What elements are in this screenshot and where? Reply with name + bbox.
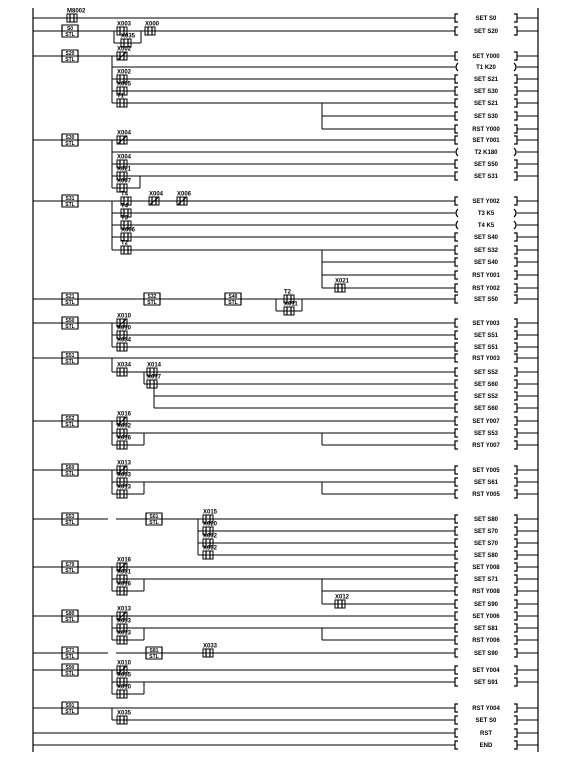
stl-tag: STL (65, 57, 75, 63)
output-label: SET S20 (473, 29, 499, 36)
stl-tag: STL (65, 520, 75, 526)
stl-label: S50 (65, 318, 75, 324)
wires (33, 18, 455, 745)
stl-label: S53 (65, 514, 75, 520)
output-instruction (455, 271, 538, 279)
stl-tag: STL (65, 654, 75, 660)
contact-label: X016 (117, 557, 132, 564)
no-contact-x035 (117, 711, 132, 725)
output-label: SET S53 (473, 431, 499, 438)
output-label: T2 K180 (474, 150, 498, 157)
output-instruction (455, 551, 538, 559)
contact-label: X016 (117, 581, 132, 588)
no-contact-x013 (117, 631, 132, 645)
no-contact-x016 (117, 436, 132, 450)
contact-label: X004 (149, 191, 164, 198)
output-label: RST Y001 (472, 273, 500, 280)
contact-label: X010 (117, 660, 132, 667)
output-instruction (455, 392, 538, 400)
output-instruction (455, 343, 538, 351)
output-label: SET Y007 (472, 419, 500, 426)
output-label: RST Y003 (472, 356, 500, 363)
output-label: SET S21 (473, 77, 499, 84)
contact-label: X013 (117, 484, 132, 491)
output-label: SET S31 (473, 174, 499, 181)
stl-tag: STL (65, 324, 75, 330)
output-label: SET S70 (473, 529, 499, 536)
stl-tag: STL (149, 520, 159, 526)
output-label: SET S80 (473, 517, 499, 524)
output-label: END (479, 743, 493, 750)
output-label: SET Y000 (472, 54, 500, 61)
contact-label: T4 (121, 191, 129, 198)
no-contact-x033 (203, 644, 218, 658)
output-label: SET Y005 (472, 468, 500, 475)
output-label: SET Y008 (472, 565, 500, 572)
output-instruction (455, 380, 538, 388)
contact-label: X013 (117, 606, 132, 613)
nc-contact-x002 (117, 47, 132, 61)
contact-label: T2 (121, 240, 129, 247)
contact-label: T3 (121, 215, 129, 222)
contact-label: X015 (203, 509, 218, 516)
output-instruction (455, 716, 538, 724)
output-label: SET S0 (475, 16, 497, 23)
output-instruction (455, 478, 538, 486)
contact-label: X010 (117, 684, 132, 691)
output-label: SET S50 (473, 162, 499, 169)
output-label: SET S50 (473, 297, 499, 304)
stl-tag: STL (65, 671, 75, 677)
no-contact-x021 (335, 279, 350, 293)
contact-label: X016 (117, 411, 132, 418)
contact-label: X002 (117, 69, 132, 76)
no-contact-x012 (335, 595, 350, 609)
contact-label: X010 (117, 325, 132, 332)
output-instruction (455, 729, 538, 737)
no-contact-x000 (145, 22, 160, 36)
output-instruction (455, 515, 538, 523)
stl-label: S30 (65, 135, 75, 141)
timer-coil (456, 63, 538, 71)
output-label: SET S32 (473, 248, 499, 255)
output-instruction (455, 575, 538, 583)
output-instruction (455, 319, 538, 327)
output-label: SET S52 (473, 370, 499, 377)
output-label: RST Y005 (472, 492, 500, 499)
contact-label: X005 (117, 81, 132, 88)
output-instruction (455, 136, 538, 144)
contacts (62, 9, 350, 725)
output-label: SET S40 (473, 260, 499, 267)
output-label: SET S90 (473, 602, 499, 609)
output-instruction (455, 563, 538, 571)
no-contact-x035 (121, 34, 136, 48)
nc-contact-x006 (177, 192, 192, 206)
output-instruction (455, 466, 538, 474)
output-instruction (455, 429, 538, 437)
stl-tag: STL (149, 654, 159, 660)
stl-tag: STL (65, 141, 75, 147)
contact-label: M8002 (67, 8, 86, 15)
output-instruction (455, 27, 538, 35)
output-label: SET S61 (473, 480, 499, 487)
stl-label: S40 (228, 294, 238, 300)
contact-label: X006 (121, 227, 136, 234)
contact-label: X033 (203, 643, 218, 650)
output-instruction (455, 284, 538, 292)
output-label: SET S70 (473, 541, 499, 548)
output-instruction (455, 600, 538, 608)
no-contact-x032 (203, 546, 218, 560)
output-label: T3 K5 (477, 211, 495, 218)
stl-tag: STL (65, 568, 75, 574)
output-instruction (455, 612, 538, 620)
contact-label: X013 (117, 630, 132, 637)
no-contact-t2 (121, 241, 131, 255)
output-instruction (455, 112, 538, 120)
contact-label: X010 (117, 313, 132, 320)
contact-label: X007 (117, 178, 132, 185)
output-label: SET S51 (473, 333, 499, 340)
output-instruction (455, 172, 538, 180)
output-instruction (455, 441, 538, 449)
output-label: RST Y007 (472, 443, 500, 450)
output-instruction (455, 125, 538, 133)
output-label: RST Y006 (472, 638, 500, 645)
contact-label: X033 (117, 472, 132, 479)
output-label: T1 K20 (476, 65, 496, 72)
output-instruction (455, 14, 538, 22)
stl-tag: STL (65, 471, 75, 477)
nc-contact-x004 (117, 131, 132, 145)
stl-label: S61 (149, 514, 159, 520)
output-instruction (455, 624, 538, 632)
output-label: SET S52 (473, 394, 499, 401)
outputs (455, 14, 538, 749)
stl-tag: STL (65, 202, 75, 208)
output-label: SET S91 (473, 680, 499, 687)
output-instruction (455, 368, 538, 376)
contact-label: X021 (335, 278, 350, 285)
output-label: SET S60 (473, 382, 499, 389)
stl-label: S51 (65, 353, 75, 359)
stl-tag: STL (65, 32, 75, 38)
output-instruction (455, 490, 538, 498)
stl-tag: STL (65, 617, 75, 623)
output-instruction (455, 295, 538, 303)
output-label: SET S60 (473, 406, 499, 413)
contact-label: X003 (117, 21, 132, 28)
output-label: SET Y003 (472, 321, 500, 328)
contact-label: X033 (117, 618, 132, 625)
contact-label: X011 (284, 301, 298, 308)
output-instruction (455, 99, 538, 107)
output-instruction (455, 160, 538, 168)
contact-label: X031 (117, 569, 132, 576)
no-contact-x016 (117, 582, 132, 596)
no-contact-x034 (117, 338, 132, 352)
output-instruction (455, 666, 538, 674)
stl-tag: STL (228, 300, 238, 306)
output-label: T4 K5 (477, 223, 495, 230)
stl-tag: STL (65, 300, 75, 306)
contact-label: X016 (117, 435, 132, 442)
output-instruction (455, 197, 538, 205)
output-label: SET Y001 (472, 138, 500, 145)
contact-label: X035 (117, 710, 132, 717)
output-instruction (455, 527, 538, 535)
output-label: RST Y004 (472, 706, 500, 713)
output-label: RST Y000 (472, 127, 500, 134)
stl-tag: STL (147, 300, 157, 306)
no-contact-x011 (284, 302, 298, 316)
contact-label: T4 (121, 203, 129, 210)
output-label: SET S81 (473, 626, 499, 633)
contact-label: X006 (177, 191, 192, 198)
stl-label: S31 (65, 196, 75, 202)
contact-label: X000 (145, 21, 160, 28)
contact-label: X034 (117, 362, 132, 369)
no-contact-x007 (117, 179, 132, 193)
stl-tag: STL (65, 709, 75, 715)
output-instruction (455, 704, 538, 712)
contact-label: X013 (117, 460, 132, 467)
output-instruction (455, 52, 538, 60)
stl-label: S52 (65, 416, 75, 422)
output-instruction (455, 417, 538, 425)
contact-label: X032 (203, 533, 218, 540)
output-instruction (455, 331, 538, 339)
contact-label: X020 (203, 521, 218, 528)
stl-label: S80 (65, 611, 75, 617)
contact-label: X034 (117, 337, 132, 344)
no-contact-x017 (147, 375, 162, 389)
contact-label: X002 (117, 46, 132, 53)
stl-label: S0 (66, 26, 74, 32)
stl-label: S32 (147, 294, 157, 300)
output-label: SET S71 (473, 577, 499, 584)
output-instruction (455, 233, 538, 241)
contact-label: T2 (284, 289, 292, 296)
output-instruction (455, 649, 538, 657)
contact-label: X021 (117, 166, 132, 173)
contact-label: X032 (117, 423, 132, 430)
output-label: SET Y002 (472, 199, 500, 206)
stl-label: S20 (65, 51, 75, 57)
output-label: RST (480, 731, 492, 738)
no-contact-x034 (117, 363, 132, 377)
output-instruction (455, 741, 538, 749)
stl-label: S81 (149, 648, 159, 654)
contact-label: X035 (121, 33, 136, 40)
contact-label: X004 (117, 154, 132, 161)
timer-coil (456, 148, 538, 156)
no-contact-x013 (117, 485, 132, 499)
stl-label: S91 (65, 703, 75, 709)
output-instruction (455, 246, 538, 254)
output-instruction (455, 404, 538, 412)
output-label: SET S30 (473, 89, 499, 96)
stl-label: S71 (65, 648, 75, 654)
output-instruction (455, 75, 538, 83)
output-instruction (455, 587, 538, 595)
output-instruction (455, 678, 538, 686)
no-contact-x006 (121, 228, 136, 242)
output-label: SET Y004 (472, 668, 500, 675)
contact-label: T1 (117, 93, 125, 100)
contact-label: X004 (117, 130, 132, 137)
output-label: RST Y008 (472, 589, 500, 596)
output-label: SET S90 (473, 651, 499, 658)
output-label: SET Y006 (472, 614, 500, 621)
nc-contact-x004 (149, 192, 164, 206)
output-label: SET S21 (473, 101, 499, 108)
no-contact-x010 (117, 685, 132, 699)
output-label: SET S40 (473, 235, 499, 242)
no-contact-m8002 (67, 9, 86, 23)
output-instruction (455, 539, 538, 547)
output-label: SET S30 (473, 114, 499, 121)
stl-label: S21 (65, 294, 75, 300)
output-label: SET S80 (473, 553, 499, 560)
output-instruction (455, 636, 538, 644)
stl-label: S70 (65, 562, 75, 568)
output-label: RST Y002 (472, 286, 500, 293)
output-instruction (455, 258, 538, 266)
contact-label: X014 (147, 362, 162, 369)
stl-tag: STL (65, 422, 75, 428)
contact-label: X032 (203, 545, 218, 552)
stl-tag: STL (65, 359, 75, 365)
output-instruction (455, 354, 538, 362)
contact-label: X017 (147, 374, 162, 381)
contact-label: X012 (335, 594, 350, 601)
stl-label: S90 (65, 665, 75, 671)
output-instruction (455, 87, 538, 95)
timer-coil (456, 209, 538, 217)
no-contact-t1 (117, 94, 127, 108)
output-label: SET S0 (475, 718, 497, 725)
stl-label: S60 (65, 465, 75, 471)
timer-coil (456, 221, 538, 229)
contact-label: X035 (117, 672, 132, 679)
output-label: SET S51 (473, 345, 499, 352)
